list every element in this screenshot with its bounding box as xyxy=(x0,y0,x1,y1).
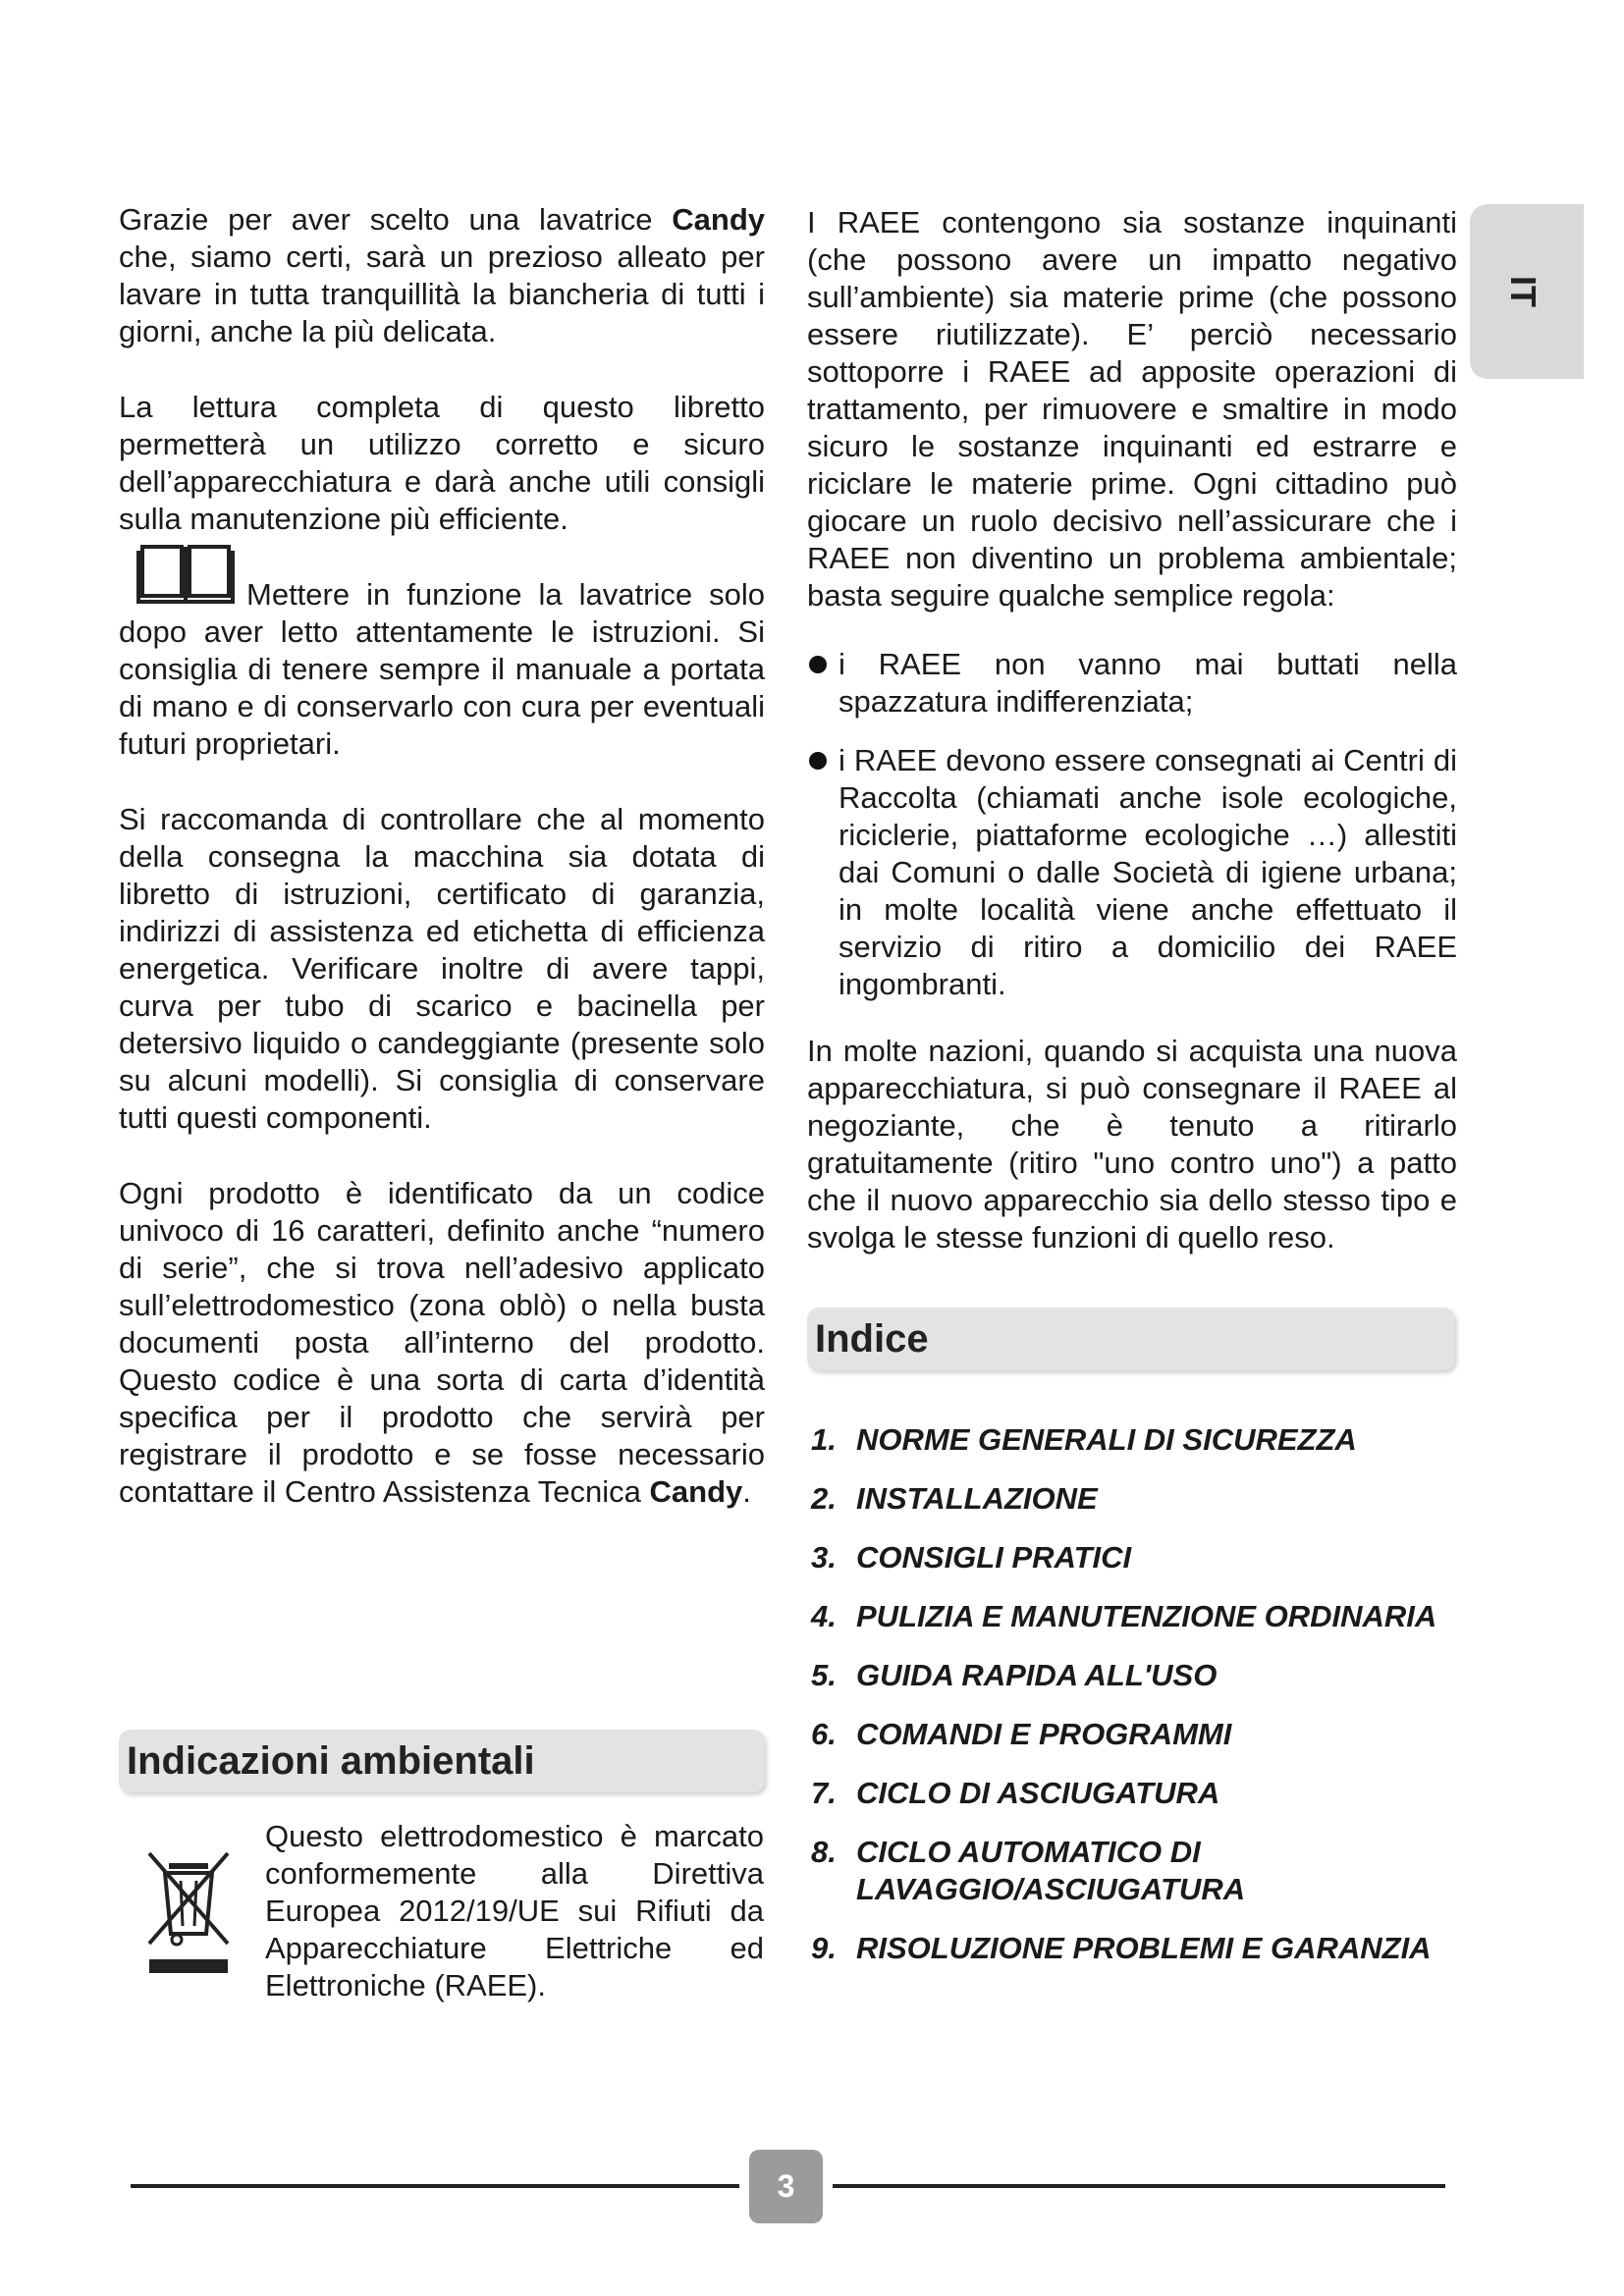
footer-rule xyxy=(833,2184,1445,2188)
raee-rules xyxy=(807,646,1457,1003)
index-heading: Indice xyxy=(807,1308,1455,1370)
list-item-text: i RAEE devono essere consegnati ai Centri di Raccolta (chiamati anche isole ecologiche, riciclerie, piattaforme ecologiche …) allestiti dai Comuni o dalle Società di igiene urbana; in molte località viene anche effettuato il servizio di ritiro a domicilio dei RAEE ingombranti. xyxy=(839,743,1457,1001)
table-of-contents xyxy=(811,1421,1459,1989)
toc-label: COMANDI E PROGRAMMI xyxy=(856,1717,1232,1751)
toc-label: RISOLUZIONE PROBLEMI E GARANZIA xyxy=(856,1931,1432,1965)
toc-label: INSTALLAZIONE xyxy=(856,1481,1098,1516)
intro-paragraph-4: Si raccomanda di controllare che al momento della consegna la macchina sia dotata di libretto di istruzioni, certificato di garanzia, indirizzi di assistenza ed etichetta di efficienza energetica. Verificare inoltre di avere tappi, curva per tubo di scarico e bacinella per detersivo liquido o candeggiante (presente solo su alcuni modelli). Si consiglia di conservare tutti questi componenti. xyxy=(119,802,765,1135)
intro-paragraph-3 xyxy=(119,576,765,763)
manual-notice-text: Mettere in funzione la lavatrice solo dopo aver letto attentamente le istruzioni. Si consiglia di tenere sempre il manuale a portata di mano e di conservarlo con cura per eventuali futuri proprietari. xyxy=(119,577,765,761)
serial-number-text-end: . xyxy=(742,1474,751,1509)
toc-number: 4. xyxy=(811,1599,837,1633)
weee-text: Questo elettrodomestico è marcato conformemente alla Direttiva Europea 2012/19/UE sui Rifiuti da Apparecchiature Elettriche ed Elettroniche (RAEE). xyxy=(265,1819,764,2002)
toc-item[interactable] xyxy=(811,1930,1459,1967)
toc-label: CICLO DI ASCIUGATURA xyxy=(856,1776,1220,1810)
left-column xyxy=(119,201,765,1511)
list-item-text: i RAEE non vanno mai buttati nella spazzatura indifferenziata; xyxy=(839,647,1457,719)
weee-notice xyxy=(265,1818,764,2004)
open-book-icon xyxy=(136,543,235,604)
toc-label: NORME GENERALI DI SICUREZZA xyxy=(856,1422,1357,1457)
bullet-dot-icon xyxy=(809,752,827,770)
toc-label: PULIZIA E MANUTENZIONE ORDINARIA xyxy=(856,1599,1437,1633)
page-number: 3 xyxy=(749,2150,823,2223)
list-item xyxy=(807,742,1457,1003)
toc-label: CICLO AUTOMATICO DI LAVAGGIO/ASCIUGATURA xyxy=(856,1835,1246,1906)
toc-item[interactable] xyxy=(811,1598,1459,1635)
toc-label: GUIDA RAPIDA ALL'USO xyxy=(856,1658,1218,1692)
toc-number: 8. xyxy=(811,1835,837,1869)
language-code: IT xyxy=(1503,276,1543,307)
toc-number: 7. xyxy=(811,1776,837,1810)
toc-item[interactable] xyxy=(811,1657,1459,1694)
toc-label: CONSIGLI PRATICI xyxy=(856,1540,1132,1575)
toc-item[interactable] xyxy=(811,1834,1459,1908)
toc-item[interactable] xyxy=(811,1421,1459,1459)
right-column xyxy=(807,204,1457,1256)
intro-paragraph-1 xyxy=(119,201,765,350)
toc-item[interactable] xyxy=(811,1480,1459,1518)
toc-number: 3. xyxy=(811,1540,837,1575)
toc-number: 9. xyxy=(811,1931,837,1965)
list-item xyxy=(807,646,1457,721)
footer-rule xyxy=(131,2184,739,2188)
toc-number: 5. xyxy=(811,1658,837,1692)
language-tab xyxy=(1470,204,1584,379)
intro-paragraph-5 xyxy=(119,1175,765,1511)
serial-number-text: Ogni prodotto è identificato da un codice univoco di 16 caratteri, definito anche “numero di serie”, che si trova nell’adesivo applicato sull’elettrodomestico (zona oblò) o nella busta documenti posta all’interno del prodotto. Questo codice è una sorta di carta d’identità specifica per il prodotto che servirà per registrare il prodotto e se fosse necessario contattare il Centro Assistenza Tecnica xyxy=(119,1176,765,1509)
toc-item[interactable] xyxy=(811,1775,1459,1812)
intro-text: che, siamo certi, sarà un prezioso alleato per lavare in tutta tranquillità la biancheria di tutti i giorni, anche la più delicata. xyxy=(119,240,765,348)
toc-item[interactable] xyxy=(811,1539,1459,1576)
toc-number: 6. xyxy=(811,1717,837,1751)
brand-name: Candy xyxy=(672,202,765,237)
intro-text: Grazie per aver scelto una lavatrice xyxy=(119,202,673,237)
retailer-paragraph: In molte nazioni, quando si acquista una nuova apparecchiatura, si può consegnare il RAEE al negoziante, che è tenuto a ritirarlo gratuitamente (ritiro "uno contro uno") a patto che il nuovo apparecchio sia dello stesso tipo e svolga le stesse funzioni di quello reso. xyxy=(807,1034,1457,1255)
intro-paragraph-2: La lettura completa di questo libretto permetterà un utilizzo corretto e sicuro dell’apparecchiatura e darà anche utili consigli sulla manutenzione più efficiente. xyxy=(119,390,765,536)
toc-number: 1. xyxy=(811,1422,837,1457)
environment-heading: Indicazioni ambientali xyxy=(119,1730,765,1792)
brand-name: Candy xyxy=(649,1474,743,1509)
raee-intro: I RAEE contengono sia sostanze inquinanti (che possono avere un impatto negativo sull’ambiente) sia materie prime (che possono essere riutilizzate). E’ perciò necessario sottoporre i RAEE ad apposite operazioni di trattamento, per rimuovere e smaltire in modo sicuro le sostanze inquinanti ed estrarre e riciclare le materie prime. Ogni cittadino può giocare un ruolo decisivo nell’assicurare che i RAEE non diventino un problema ambientale; basta seguire qualche semplice regola: xyxy=(807,205,1457,613)
crossed-out-bin-icon xyxy=(145,1849,232,1977)
toc-number: 2. xyxy=(811,1481,837,1516)
toc-item[interactable] xyxy=(811,1716,1459,1753)
bullet-dot-icon xyxy=(809,656,827,673)
